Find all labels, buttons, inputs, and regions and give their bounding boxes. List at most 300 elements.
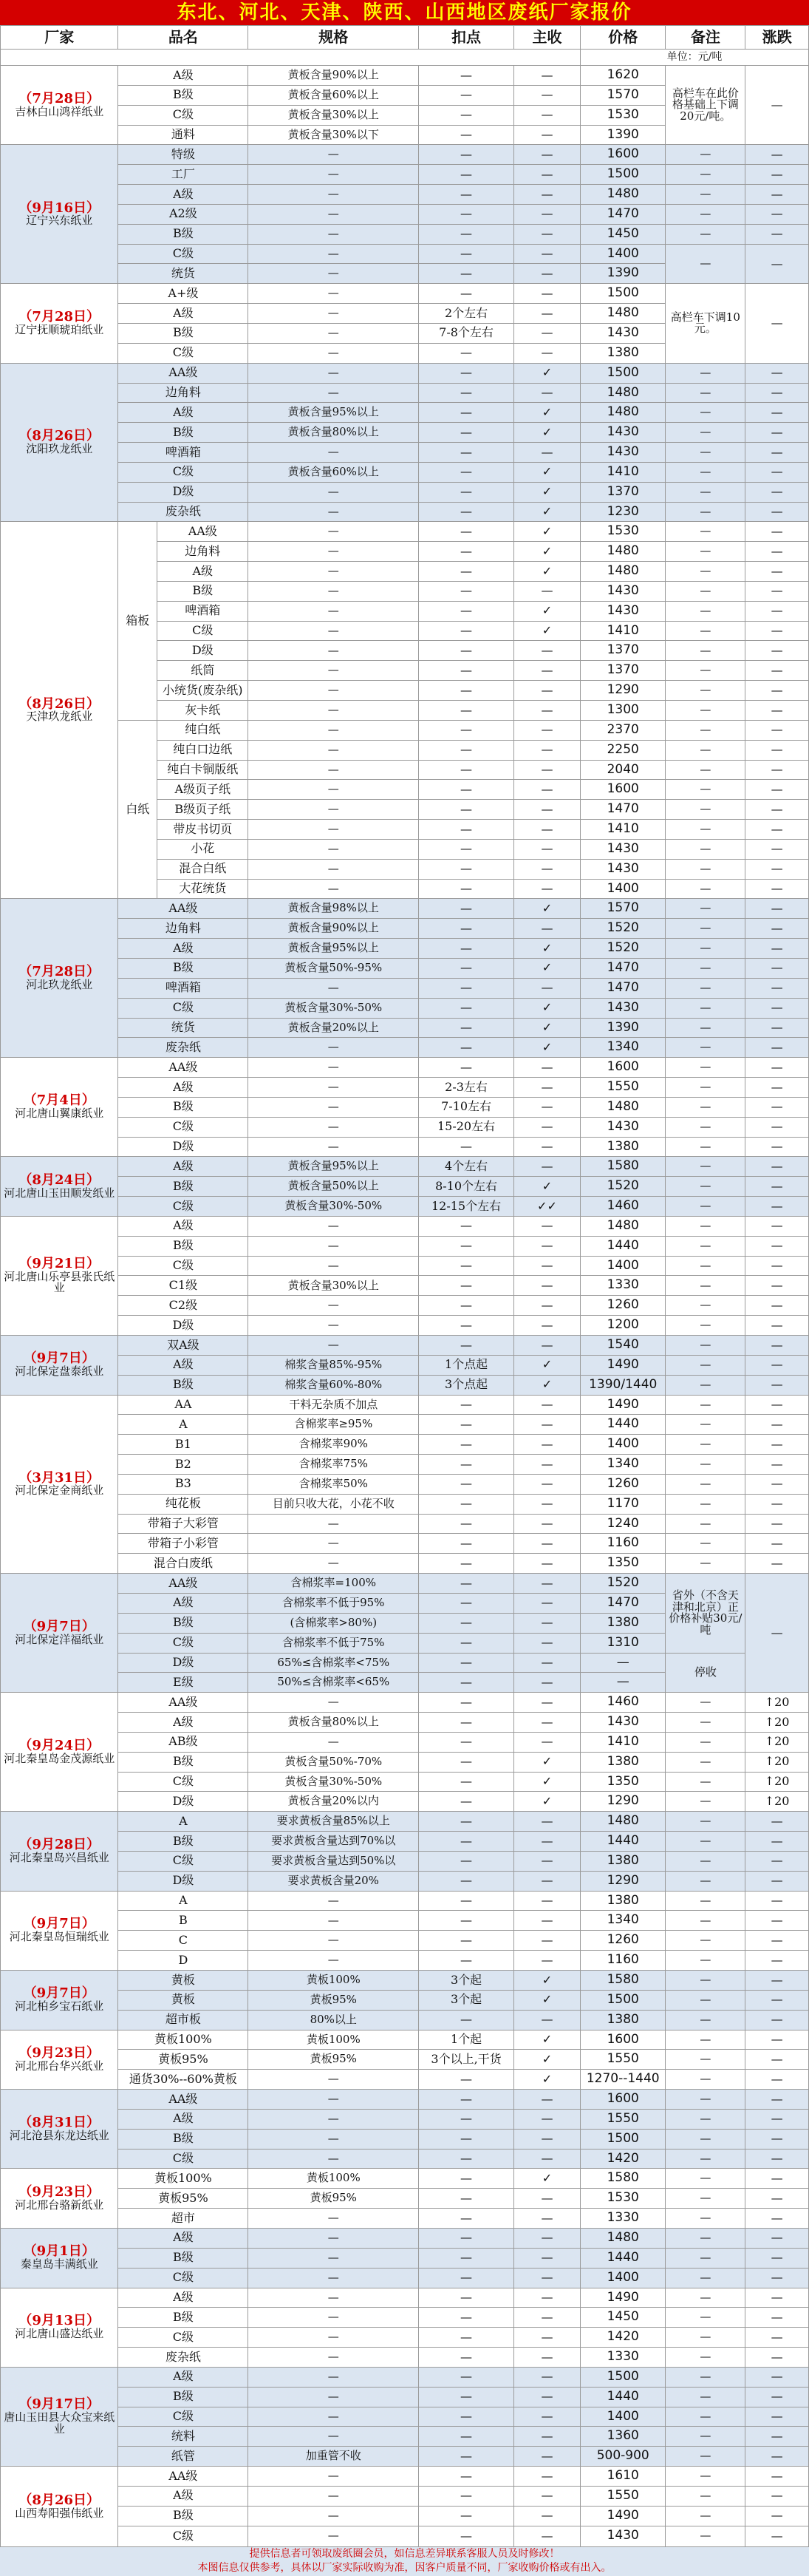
spec-cell: 黄板95% [248,2189,419,2209]
spec-cell: 黄板含量95%以上 [248,939,419,959]
change-cell: — [745,2090,809,2110]
price-cell: 1400 [581,244,666,264]
note-cell: — [666,1911,745,1931]
main-buy-cell: — [513,323,580,343]
main-buy-cell: — [513,1593,580,1613]
change-cell: — [745,2268,809,2288]
table-row [1,2030,809,2050]
table-row [1,1415,809,1435]
table-row [1,1256,809,1276]
change-cell: — [745,1851,809,1871]
price-cell: 1490 [581,2506,666,2526]
table-row [1,1137,809,1157]
main-buy-cell: — [513,1256,580,1276]
product-name: D级 [118,482,248,502]
product-name: C1级 [118,1276,248,1296]
deduction-cell: — [419,105,514,125]
change-cell: — [745,1435,809,1455]
table-row [1,1574,809,1594]
change-cell: — [745,1355,809,1375]
table-row [1,2288,809,2308]
deduction-cell: — [419,264,514,284]
main-buy-cell: — [513,1812,580,1832]
table-row [1,1752,809,1772]
product-name: AA级 [118,363,248,383]
main-buy-cell: ✓ [513,482,580,502]
product-name: 混合白纸 [157,859,248,879]
factory-date: （9月23日） [18,2045,100,2061]
change-cell: — [745,224,809,244]
product-name: B2 [118,1455,248,1475]
product-name: A级 [118,1355,248,1375]
price-cell: 1270--1440 [581,2070,666,2090]
change-cell: — [745,661,809,681]
price-cell: 1260 [581,1931,666,1951]
product-name: A级页子纸 [157,780,248,800]
factory-date: （9月17日） [18,2396,100,2413]
note-cell: — [666,1038,745,1058]
main-buy-cell: ✓ [513,1038,580,1058]
note-cell: — [666,482,745,502]
main-buy-cell: — [513,1911,580,1931]
change-cell: — [745,2070,809,2090]
spec-cell: — [248,1038,419,1058]
product-name: C级 [118,1851,248,1871]
main-buy-cell: — [513,820,580,840]
factory-cell [1,2030,118,2090]
change-cell: — [745,1336,809,1356]
spec-cell: — [248,323,419,343]
table-row [1,2328,809,2348]
main-buy-cell: — [513,145,580,165]
main-buy-cell: — [513,224,580,244]
price-cell: 1490 [581,2288,666,2308]
product-name: B级 [118,323,248,343]
table-row [1,482,809,502]
table-row [1,2070,809,2090]
change-cell: — [745,1494,809,1514]
factory-name: 河北保定盘泰纸业 [15,1365,104,1379]
product-name: B级页子纸 [157,800,248,820]
main-buy-cell: ✓ [513,1772,580,1792]
factory-date: （8月26日） [18,696,100,712]
deduction-cell: — [419,2328,514,2348]
product-name: 纯白口边纸 [157,740,248,760]
price-cell: 1440 [581,1832,666,1852]
main-buy-cell: ✓ [513,2030,580,2050]
deduction-cell: — [419,1395,514,1415]
price-cell: 1480 [581,383,666,403]
note-cell: — [666,1236,745,1256]
deduction-cell: — [419,1832,514,1852]
table-row [1,1455,809,1475]
deduction-cell: — [419,2209,514,2229]
main-buy-cell: — [513,1137,580,1157]
note-cell: — [666,1931,745,1951]
main-buy-cell: ✓ [513,363,580,383]
product-name: 黄板95% [118,2050,248,2070]
change-cell: — [745,2526,809,2546]
note-cell: — [666,1713,745,1733]
change-cell: — [745,1832,809,1852]
note-cell: — [666,800,745,820]
table-row [1,2348,809,2368]
change-cell: ↑20 [745,1713,809,1733]
change-cell: — [745,581,809,601]
product-name: B3 [118,1474,248,1494]
deduction-cell: — [419,2407,514,2427]
product-name: D级 [118,1137,248,1157]
note-cell: — [666,1117,745,1137]
table-row [1,2169,809,2189]
deduction-cell: — [419,998,514,1018]
spec-cell: 50%≤含棉浆率<65% [248,1673,419,1693]
change-cell: — [745,383,809,403]
table-row [1,2308,809,2328]
table-row [1,978,809,998]
factory-date: （9月21日） [18,1255,100,1271]
main-buy-cell: — [513,1673,580,1693]
change-cell: — [745,423,809,443]
change-cell: — [745,443,809,463]
price-cell: 1600 [581,2090,666,2110]
note-cell: — [666,2367,745,2387]
deduction-cell: — [419,1732,514,1752]
factory-cell [1,2288,118,2367]
price-cell: 1440 [581,2248,666,2268]
main-buy-cell: — [513,1058,580,1078]
product-name: A级 [118,1593,248,1613]
product-name: A级 [118,1216,248,1236]
change-cell: — [745,720,809,740]
page-title: 东北、河北、天津、陕西、山西地区废纸厂家报价 [0,0,809,25]
header-note: 备注 [666,26,745,50]
product-name: A级 [118,2486,248,2506]
spec-cell: — [248,1216,419,1236]
factory-cell [1,2467,118,2547]
change-cell: — [745,502,809,522]
spec-cell: — [248,304,419,324]
deduction-cell: — [419,363,514,383]
deduction-cell: — [419,383,514,403]
deduction-cell: — [419,641,514,661]
deduction-cell: — [419,859,514,879]
main-buy-cell: — [513,2328,580,2348]
price-cell: 1500 [581,284,666,304]
note-cell: — [666,462,745,482]
table-row [1,2387,809,2407]
table-row [1,1554,809,1574]
change-cell: — [745,2506,809,2526]
table-row [1,1534,809,1554]
main-buy-cell: ✓ [513,1792,580,1812]
price-cell: 1350 [581,1772,666,1792]
deduction-cell: — [419,2169,514,2189]
deduction-cell: — [419,2427,514,2447]
spec-cell: — [248,2228,419,2248]
spec-cell: — [248,562,419,582]
note-cell: 省外（不含天津和北京）正价格补贴30元/吨 [666,1574,745,1653]
price-cell: 1400 [581,1256,666,1276]
change-cell: — [745,1395,809,1415]
price-cell: 1340 [581,1455,666,1475]
product-name: B级 [118,2387,248,2407]
spec-cell: — [248,820,419,840]
header-row [1,26,809,50]
spec-cell: — [248,2109,419,2129]
deduction-cell: — [419,1931,514,1951]
spec-cell: — [248,1951,419,1971]
deduction-cell: — [419,224,514,244]
spec-cell: — [248,1931,419,1951]
note-cell: — [666,522,745,542]
table-row [1,185,809,205]
price-cell: 1390 [581,125,666,145]
spec-cell: — [248,542,419,562]
note-cell: — [666,839,745,859]
product-name: A级 [118,304,248,324]
table-row [1,224,809,244]
factory-name: 河北沧县东龙达纸业 [9,2128,109,2142]
change-cell: — [745,2447,809,2467]
spec-cell: — [248,224,419,244]
spec-cell: — [248,2070,419,2090]
change-cell: — [745,641,809,661]
spec-cell: — [248,1693,419,1713]
note-cell: — [666,2447,745,2467]
factory-date: （9月1日） [23,2243,95,2260]
main-buy-cell: — [513,1236,580,1256]
change-cell: — [745,145,809,165]
table-row [1,899,809,919]
change-cell: — [745,939,809,959]
factory-cell [1,522,118,899]
table-row [1,1375,809,1395]
note-cell: — [666,244,745,284]
spec-cell: — [248,1078,419,1098]
change-cell: ↑20 [745,1772,809,1792]
spec-cell: 黄板含量30%-50% [248,1772,419,1792]
factory-name: 河北秦皇岛兴昌纸业 [9,1851,109,1864]
product-name: B级 [118,1236,248,1256]
main-buy-cell: — [513,681,580,701]
main-buy-cell: — [513,839,580,859]
table-row [1,284,809,304]
change-cell: — [745,1137,809,1157]
spec-cell: 棉浆含量60%-80% [248,1375,419,1395]
deduction-cell: 3个以上,干货 [419,2050,514,2070]
spec-cell: — [248,1058,419,1078]
main-buy-cell: — [513,2427,580,2447]
table-row [1,919,809,939]
deduction-cell: — [419,1514,514,1534]
table-row [1,1236,809,1256]
table-row [1,1117,809,1137]
spec-cell: — [248,343,419,363]
table-row [1,1276,809,1296]
table-row [1,1951,809,1971]
note-cell: — [666,2486,745,2506]
main-buy-cell: — [513,701,580,721]
change-cell: — [745,1911,809,1931]
deduction-cell: 2-3左右 [419,1078,514,1098]
spec-cell: 黄板含量80%以上 [248,423,419,443]
deduction-cell: — [419,522,514,542]
factory-cell [1,284,118,363]
note-cell: — [666,1891,745,1911]
product-name: C级 [118,1117,248,1137]
table-row [1,1514,809,1534]
product-name: A级 [118,2228,248,2248]
deduction-cell: — [419,1951,514,1971]
main-buy-cell: — [513,2228,580,2248]
price-cell: 1550 [581,2050,666,2070]
price-cell: 1600 [581,145,666,165]
spec-cell: — [248,244,419,264]
deduction-cell: — [419,2189,514,2209]
price-cell: 1380 [581,1891,666,1911]
deduction-cell: — [419,125,514,145]
factory-cell [1,1395,118,1574]
product-name: C级 [118,2149,248,2169]
deduction-cell: — [419,1891,514,1911]
change-cell: — [745,1296,809,1316]
deduction-cell: — [419,621,514,641]
note-cell: — [666,224,745,244]
spec-cell: 黄板含量95%以上 [248,1157,419,1177]
note-cell: — [666,2228,745,2248]
factory-date: （9月7日） [23,1985,95,2002]
spec-cell: — [248,740,419,760]
table-row [1,502,809,522]
note-cell: — [666,2189,745,2209]
product-name: 特级 [118,145,248,165]
note-cell: — [666,1812,745,1832]
table-row [1,2050,809,2070]
table-row [1,720,809,740]
product-name: C级 [118,244,248,264]
note-cell: — [666,1772,745,1792]
product-name: AA级 [118,2467,248,2487]
deduction-cell: — [419,1772,514,1792]
price-cell: 1290 [581,1792,666,1812]
price-cell: 1550 [581,2109,666,2129]
main-buy-cell: — [513,1078,580,1098]
header-factory: 厂家 [1,26,118,50]
deduction-cell: 3个起 [419,1971,514,1991]
note-cell: — [666,1097,745,1117]
table-row [1,2268,809,2288]
change-cell: — [745,1197,809,1217]
main-buy-cell: ✓✓ [513,1197,580,1217]
product-name: 啤酒箱 [157,601,248,621]
deduction-cell: — [419,1336,514,1356]
product-name: 小统货(废杂纸) [157,681,248,701]
note-cell: — [666,1296,745,1316]
main-buy-cell: — [513,760,580,780]
change-cell: — [745,740,809,760]
note-cell: — [666,1137,745,1157]
main-buy-cell: — [513,66,580,86]
header-spec: 规格 [248,26,419,50]
product-name: B级 [118,2248,248,2268]
note-cell: — [666,443,745,463]
change-cell: — [745,2129,809,2149]
change-cell: — [745,2288,809,2308]
spec-cell: 黄板95% [248,1990,419,2010]
deduction-cell: — [419,542,514,562]
price-cell: — [581,1673,666,1693]
main-buy-cell: — [513,1216,580,1236]
note-cell: — [666,363,745,383]
price-cell: 1430 [581,581,666,601]
note-cell: — [666,2109,745,2129]
price-cell: 1430 [581,839,666,859]
price-cell: 1480 [581,2228,666,2248]
change-cell: — [745,780,809,800]
price-cell: 1600 [581,2030,666,2050]
product-name: A级 [118,1157,248,1177]
note-cell: — [666,2010,745,2030]
change-cell: — [745,879,809,899]
note-cell: — [666,1058,745,1078]
change-cell: — [745,800,809,820]
deduction-cell: — [419,2288,514,2308]
product-name: D级 [157,641,248,661]
main-buy-cell: — [513,1832,580,1852]
main-buy-cell: — [513,85,580,105]
deduction-cell: — [419,760,514,780]
spec-cell: 黄板含量30%-50% [248,1197,419,1217]
spec-cell: — [248,1911,419,1931]
spec-cell: 黄板含量50%-70% [248,1752,419,1772]
deduction-cell: 1个点起 [419,1355,514,1375]
note-cell: — [666,1455,745,1475]
deduction-cell: — [419,1018,514,1038]
product-name: B级 [118,1097,248,1117]
spec-cell: 含棉浆率不低于95% [248,1593,419,1613]
spec-cell: — [248,2407,419,2427]
deduction-cell: — [419,2090,514,2110]
table-row [1,1474,809,1494]
change-cell: — [745,1375,809,1395]
deduction-cell: — [419,1851,514,1871]
note-cell: — [666,2526,745,2546]
price-cell: 1370 [581,661,666,681]
factory-name: 河北保定金商纸业 [15,1484,104,1498]
main-buy-cell: — [513,2506,580,2526]
main-buy-cell: ✓ [513,462,580,482]
price-cell: 1520 [581,1574,666,1594]
spec-cell: — [248,145,419,165]
note-cell: — [666,1256,745,1276]
note-cell: — [666,2288,745,2308]
factory-cell [1,2367,118,2466]
main-buy-cell: — [513,581,580,601]
change-cell: — [745,66,809,145]
deduction-cell: — [419,1474,514,1494]
deduction-cell: — [419,343,514,363]
factory-date: （8月31日） [18,2114,100,2130]
main-buy-cell: — [513,1693,580,1713]
main-buy-cell: ✓ [513,899,580,919]
deduction-cell: 15-20左右 [419,1117,514,1137]
change-cell: — [745,1078,809,1098]
table-row [1,2467,809,2487]
change-cell: — [745,562,809,582]
deduction-cell: — [419,1296,514,1316]
main-buy-cell: — [513,264,580,284]
